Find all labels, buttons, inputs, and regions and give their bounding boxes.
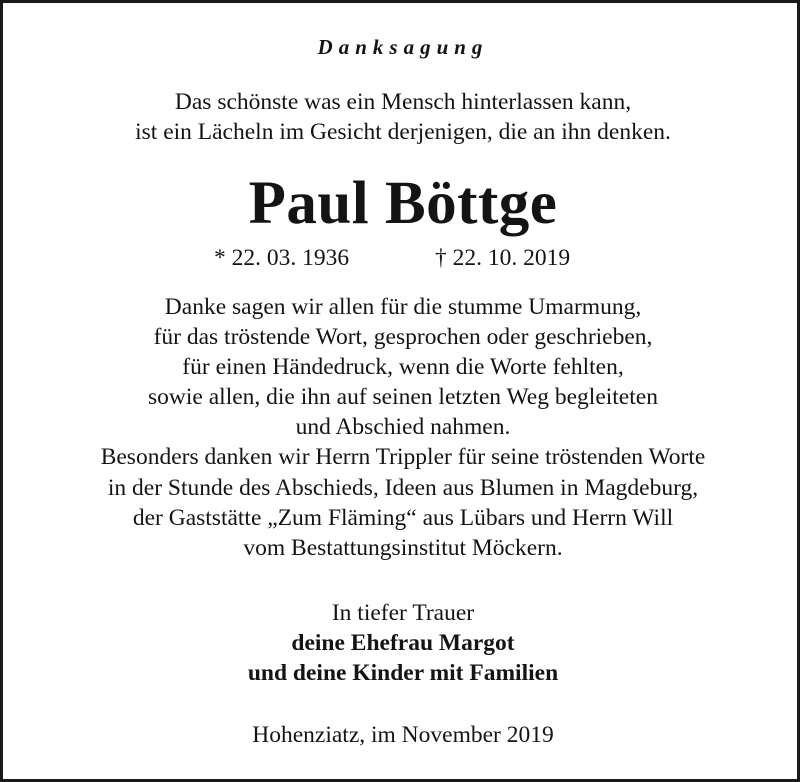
thanks-line: vom Bestattungsinstitut Möckern. [243,534,563,561]
birth-date: * 22. 03. 1936 [214,245,350,271]
mourning-intro: In tiefer Trauer [331,600,475,626]
deceased-name: Paul Böttge [248,170,558,237]
notice-heading: Danksagung [317,35,489,59]
place-and-date: Hohenziatz, im November 2019 [252,722,554,748]
memorial-quote [3,87,800,147]
thanks-text [3,292,800,563]
signer-line: deine Ehefrau Margot [291,630,515,656]
thanks-line: der Gaststätte „Zum Fläming“ aus Lübars und Herrn Will [132,504,674,531]
thanks-line: Besonders danken wir Herrn Trippler für seine tröstenden Worte [100,444,706,471]
death-date: † 22. 10. 2019 [435,245,571,271]
mourning-signature [3,598,800,688]
thanks-line: in der Stunde des Abschieds, Ideen aus Blumen in Magdeburg, [107,474,699,501]
thanks-line: sowie allen, die ihn auf seinen letzten Weg begleiteten [148,384,658,411]
thanks-line: und Abschied nahmen. [295,414,511,441]
thanks-line: für einen Händedruck, wenn die Worte fehlten, [182,354,624,381]
thanks-line: Danke sagen wir allen für die stumme Umarmung, [164,294,642,320]
quote-line: ist ein Lächeln im Gesicht derjenigen, die an ihn denken. [135,119,671,145]
thanks-line: für das tröstende Wort, gesprochen oder geschrieben, [153,324,653,351]
signer-line: und deine Kinder mit Familien [247,660,559,686]
quote-line: Das schönste was ein Mensch hinterlassen kann, [174,89,632,115]
